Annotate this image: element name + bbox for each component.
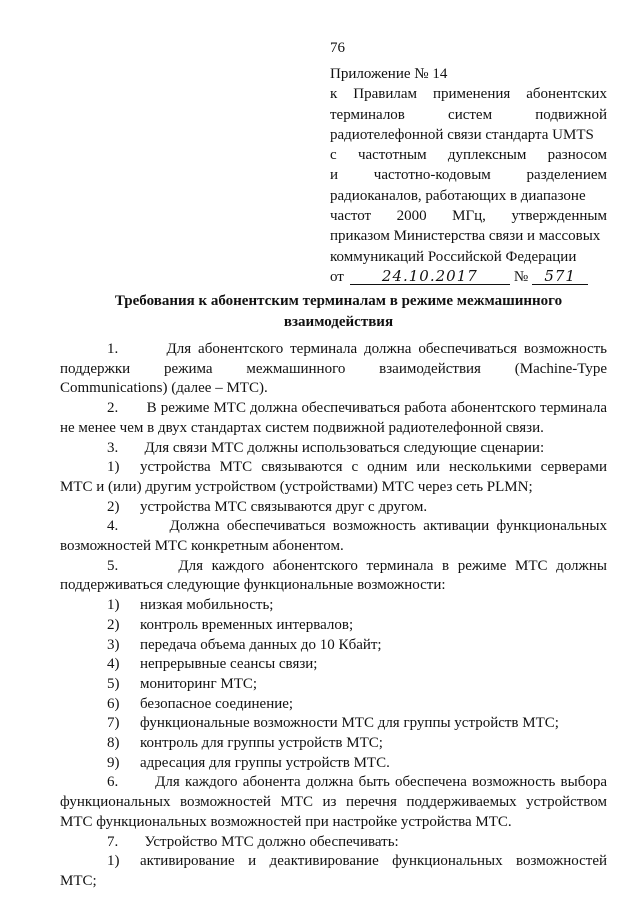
appendix-line-2 — [330, 105, 607, 125]
paragraph-1-line: поддержки режима межмашинного взаимодействия (Machine-Type — [60, 360, 607, 377]
appendix-word: разносом — [547, 147, 607, 164]
list-number: 2) — [107, 616, 120, 633]
appendix-line-3 — [330, 125, 607, 145]
list-number: 1) — [107, 459, 120, 476]
appendix-word: утвержденным — [511, 208, 607, 225]
list-text: функциональные возможности МТС для группы устройств МТС; — [140, 715, 559, 732]
appendix-word: 2000 — [396, 208, 427, 225]
list-number: 5) — [107, 675, 120, 692]
appendix-word: Правилам — [353, 86, 417, 103]
appendix-word: дуплексным — [447, 147, 527, 164]
list-text: адресация для группы устройств МТС. — [140, 754, 390, 771]
appendix-line-6 — [330, 186, 607, 206]
list-number: 4) — [107, 656, 120, 673]
document-body — [60, 340, 607, 892]
appendix-word: и — [330, 167, 339, 184]
paragraph-4-line: 4. Должна обеспечиваться возможность активации функциональных — [107, 518, 607, 535]
list-item — [60, 695, 607, 715]
paragraph-1-line: 1. Для абонентского терминала должна обеспечиваться возможность — [107, 341, 607, 357]
list-number: 1) — [107, 597, 120, 614]
list-item — [60, 852, 607, 872]
appendix-word: подвижной — [535, 106, 607, 123]
list-number: 1) — [107, 853, 120, 870]
list-item — [60, 714, 607, 734]
appendix-word: частот — [330, 208, 372, 225]
list-number: 2) — [107, 498, 120, 515]
list-item — [60, 498, 607, 518]
list-number: 9) — [107, 754, 120, 771]
list-text: безопасное соединение; — [140, 695, 294, 712]
list-item — [60, 675, 607, 695]
paragraph-3-line: 3. Для связи МТС должны использоваться следующие сценарии: — [107, 439, 545, 456]
appendix-line-1 — [330, 84, 607, 104]
appendix-line-8 — [330, 226, 607, 246]
appendix-word: коммуникаций Российской Федерации — [330, 248, 577, 265]
appendix-word: МГц, — [452, 208, 486, 225]
appendix-date-row — [330, 267, 607, 287]
appendix-word: радиотелефонной связи стандарта UMTS — [330, 126, 594, 143]
page-number: 76 — [330, 40, 345, 56]
list-item — [60, 754, 607, 774]
number-label: № — [513, 268, 529, 285]
list-text: непрерывные сеансы связи; — [140, 656, 318, 673]
paragraph-1-line: Communications) (далее – МТС). — [60, 380, 268, 397]
paragraph-5-line: 5. Для каждого абонентского терминала в режиме МТС должны — [107, 557, 607, 574]
date-prefix: от — [330, 268, 344, 285]
list-item — [60, 458, 607, 478]
list-item — [60, 655, 607, 675]
appendix-word: систем — [448, 106, 493, 123]
document-heading — [60, 291, 617, 333]
paragraph-6-line: МТС функциональных возможностей при настройке устройства МТС. — [60, 813, 512, 830]
list-text: мониторинг МТС; — [140, 675, 258, 692]
list-item — [60, 616, 607, 636]
appendix-word: к — [330, 86, 338, 103]
appendix-word: частотно-кодовым — [373, 167, 491, 184]
appendix-word: разделением — [526, 167, 607, 184]
handwritten-number: 571 — [532, 268, 588, 285]
list-item — [60, 596, 607, 616]
paragraph-2-line: не менее чем в двух стандартах систем подвижной радиотелефонной связи. — [60, 419, 544, 436]
appendix-word: применения — [432, 86, 511, 103]
appendix-line-4 — [330, 145, 607, 165]
list-text: контроль для группы устройств МТС; — [140, 735, 383, 752]
heading-line-1: Требования к абонентским терминалам в режиме межмашинного — [114, 293, 563, 309]
list-text-continued: МТС; — [60, 872, 97, 889]
paragraph-4-line: возможностей МТС конкретным абонентом. — [60, 538, 344, 555]
appendix-word: абонентских — [526, 86, 607, 103]
appendix-line-9 — [330, 247, 607, 267]
list-item — [60, 636, 607, 656]
paragraph-6-line: функциональных возможностей МТС из перечня поддерживаемых устройством — [60, 794, 607, 811]
appendix-line-7 — [330, 206, 607, 226]
list-text: передача объема данных до 10 Кбайт; — [140, 636, 382, 653]
list-text: низкая мобильность; — [140, 597, 274, 614]
list-number: 6) — [107, 695, 120, 712]
appendix-line-5 — [330, 165, 607, 185]
appendix-word: приказом Министерства связи и массовых — [330, 228, 601, 245]
appendix-block — [330, 64, 607, 287]
paragraph-7-line: 7. Устройство МТС должно обеспечивать: — [107, 833, 399, 850]
appendix-title: Приложение № 14 — [330, 66, 448, 82]
paragraph-5-line: поддерживаться следующие функциональные возможности: — [60, 577, 446, 594]
list-number: 8) — [107, 735, 120, 752]
list-text: активирование и деактивирование функциональных возможностей — [140, 853, 607, 870]
appendix-word: терминалов — [330, 106, 405, 123]
list-text: устройства МТС связываются друг с другом. — [140, 498, 428, 515]
heading-line-2: взаимодействия — [283, 314, 394, 330]
list-item — [60, 734, 607, 754]
list-number: 7) — [107, 715, 120, 732]
list-text: устройства МТС связываются с одним или несколькими серверами — [140, 459, 607, 476]
handwritten-date: 24.10.2017 — [350, 268, 510, 285]
appendix-word: частотным — [357, 147, 427, 164]
list-text: контроль временных интервалов; — [140, 616, 354, 633]
paragraph-6-line: 6. Для каждого абонента должна быть обеспечена возможность выбора — [107, 774, 607, 791]
appendix-word: радиоканалов, работающих в диапазоне — [330, 187, 586, 204]
list-number: 3) — [107, 636, 120, 653]
appendix-word: с — [330, 147, 337, 164]
list-text-continued: МТС и (или) другим устройством (устройствами) МТС через сеть PLMN; — [60, 478, 533, 495]
paragraph-2-line: 2. В режиме МТС должна обеспечиваться работа абонентского терминала — [107, 400, 607, 417]
